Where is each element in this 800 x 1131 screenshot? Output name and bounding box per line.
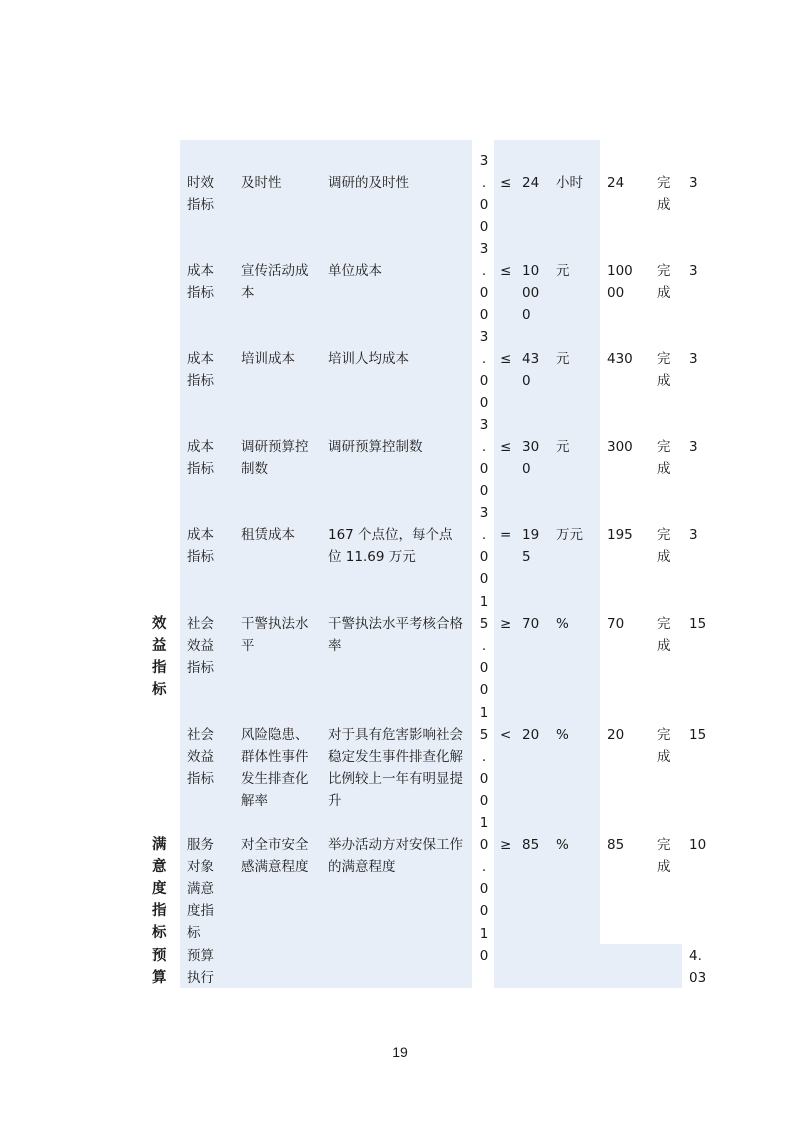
- row-2-ind: 单位成本: [328, 263, 382, 279]
- row-5-l2: 成本指标: [187, 527, 214, 565]
- row-1-status: 完成: [657, 175, 671, 213]
- row-5-op: =: [500, 527, 512, 543]
- row-1-op: ≤: [500, 175, 512, 191]
- row-6-actual: 70: [607, 616, 625, 632]
- table-band-budget: [600, 944, 682, 988]
- row-8-target: 85: [522, 837, 540, 853]
- row-1-weight: 3 . 0 0: [479, 153, 489, 235]
- row-4-weight: 3 . 0 0: [479, 417, 489, 499]
- row-8-status: 完成: [657, 837, 671, 875]
- row-6-l3: 干警执法水平: [241, 616, 309, 654]
- row-7-actual: 20: [607, 727, 625, 743]
- row-5-actual: 195: [607, 527, 633, 543]
- row-6-score: 15: [689, 616, 707, 632]
- row-2-weight: 3 . 0 0: [479, 241, 489, 323]
- row-7-score: 15: [689, 727, 707, 743]
- row-4-l3: 调研预算控制数: [241, 439, 309, 477]
- row-2-actual: 10000: [607, 263, 633, 301]
- row-6-l2: 社会效益指标: [187, 616, 214, 676]
- row-2-l2: 成本指标: [187, 263, 214, 301]
- row-8-op: ≥: [500, 837, 512, 853]
- row-1-l3: 及时性: [241, 175, 282, 191]
- row-5-target: 195: [522, 527, 540, 565]
- row-3-score: 3: [689, 351, 698, 367]
- row-1-l2: 时效指标: [187, 175, 214, 213]
- row-3-l2: 成本指标: [187, 351, 214, 389]
- row-5-score: 3: [689, 527, 698, 543]
- row-3-ind: 培训人均成本: [328, 351, 409, 367]
- row-9-l2: 预算执行: [187, 948, 214, 986]
- row-7-l2: 社会效益指标: [187, 727, 214, 787]
- row-2-unit: 元: [556, 263, 570, 279]
- row-4-actual: 300: [607, 439, 633, 455]
- row-5-ind: 167 个点位，每个点位 11.69 万元: [328, 527, 453, 565]
- row-8-actual: 85: [607, 837, 625, 853]
- row-1-actual: 24: [607, 175, 625, 191]
- row-3-l3: 培训成本: [241, 351, 295, 367]
- row-8-score: 10: [689, 837, 707, 853]
- row-7-target: 20: [522, 727, 540, 743]
- row-5-status: 完成: [657, 527, 671, 565]
- row-8-weight: 1 0 . 0 0: [479, 815, 489, 919]
- row-6-unit: %: [556, 616, 569, 632]
- row-9-score: 4.03: [689, 948, 707, 986]
- row-6-status: 完成: [657, 616, 671, 654]
- row-3-weight: 3 . 0 0: [479, 329, 489, 411]
- row-2-l3: 宣传活动成本: [241, 263, 309, 301]
- row-4-status: 完成: [657, 439, 671, 477]
- row-3-target: 430: [522, 351, 540, 389]
- row-6-weight: 1 5 . 0 0: [479, 594, 489, 698]
- row-8-unit: %: [556, 837, 569, 853]
- row-6-ind: 干警执法水平考核合格率: [328, 616, 463, 654]
- row-6-op: ≥: [500, 616, 512, 632]
- row-7-ind: 对于具有危害影响社会稳定发生事件排查化解比例较上一年有明显提升: [328, 727, 463, 809]
- row-8-l2: 服务对象满意度指标: [187, 837, 214, 941]
- row-3-unit: 元: [556, 351, 570, 367]
- row-7-status: 完成: [657, 727, 671, 765]
- category-2: 满 意 度 指 标: [152, 837, 167, 941]
- row-3-status: 完成: [657, 351, 671, 389]
- row-4-ind: 调研预算控制数: [328, 439, 423, 455]
- row-1-unit: 小时: [556, 175, 583, 191]
- row-6-target: 70: [522, 616, 540, 632]
- page-number: 19: [392, 1044, 408, 1060]
- row-4-target: 300: [522, 439, 540, 477]
- row-8-ind: 举办活动方对安保工作的满意程度: [328, 837, 463, 875]
- row-2-op: ≤: [500, 263, 512, 279]
- row-1-score: 3: [689, 175, 698, 191]
- row-7-unit: %: [556, 727, 569, 743]
- row-5-unit: 万元: [556, 527, 583, 543]
- row-5-l3: 租赁成本: [241, 527, 295, 543]
- row-9-weight: 1 0: [479, 926, 489, 964]
- row-7-weight: 1 5 . 0 0: [479, 705, 489, 809]
- row-4-unit: 元: [556, 439, 570, 455]
- row-1-ind: 调研的及时性: [328, 175, 409, 191]
- row-5-weight: 3 . 0 0: [479, 505, 489, 587]
- row-8-l3: 对全市安全感满意程度: [241, 837, 309, 875]
- row-4-l2: 成本指标: [187, 439, 214, 477]
- row-3-op: ≤: [500, 351, 512, 367]
- row-2-score: 3: [689, 263, 698, 279]
- row-2-target: 10000: [522, 263, 540, 323]
- row-4-score: 3: [689, 439, 698, 455]
- row-7-op: <: [500, 727, 512, 743]
- category-1: 效 益 指 标: [152, 616, 167, 698]
- row-1-target: 24: [522, 175, 540, 191]
- row-3-actual: 430: [607, 351, 633, 367]
- row-4-op: ≤: [500, 439, 512, 455]
- row-7-l3: 风险隐患、群体性事件发生排查化解率: [241, 727, 309, 809]
- category-3: 预 算: [152, 948, 167, 986]
- row-2-status: 完成: [657, 263, 671, 301]
